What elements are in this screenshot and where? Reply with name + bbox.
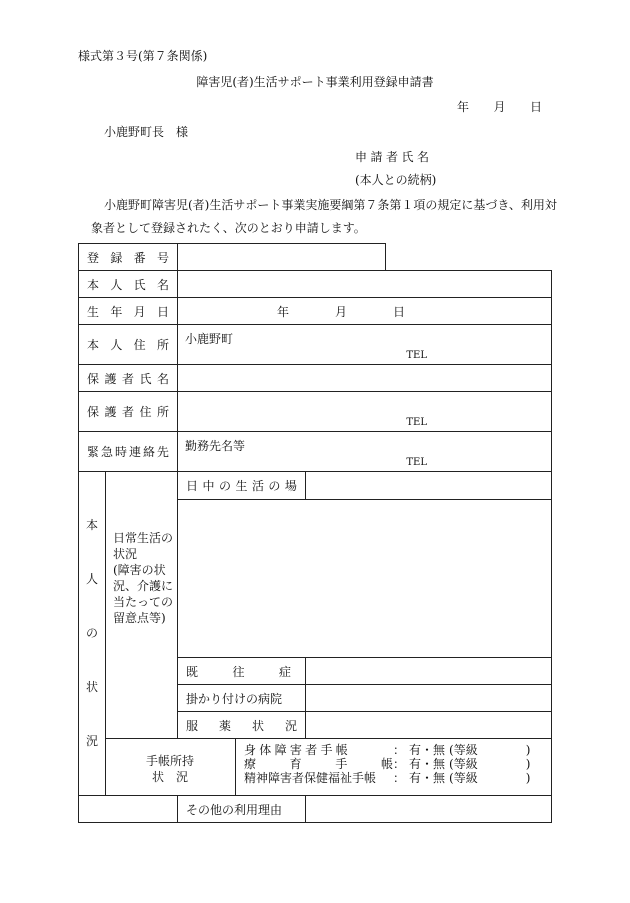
emergency-contact-field[interactable] — [178, 432, 552, 472]
date-year: 年 — [457, 100, 470, 114]
handbook-row-rehab: 療 育 手 帳 ： 有・無 (等級 ) — [244, 757, 531, 771]
guardian-tel: TEL — [406, 417, 428, 428]
handbook-status-label: 手帳所持 状 況 — [145, 754, 194, 784]
person-name-field[interactable] — [178, 271, 552, 298]
birth-year-unit: 年 — [277, 304, 290, 319]
daily-life-notes-field[interactable] — [178, 500, 552, 658]
person-name-label: 本 人 氏 名 — [79, 271, 178, 298]
handbook-row-mental: 精神障害者保健福祉手帳 ： 有・無 (等級 ) — [244, 771, 531, 785]
document-title: 障害児(者)生活サポート事業利用登録申請書 — [196, 75, 434, 89]
emergency-contact-label: 緊 急 時 連 絡 先 — [79, 432, 178, 472]
other-reason-label: その他の利用理由 — [178, 796, 306, 823]
address-prefill: 小鹿野町 — [185, 332, 234, 346]
emergency-tel: TEL — [406, 457, 428, 468]
rehab-choice[interactable]: 有・無 — [409, 757, 446, 771]
emergency-prefill: 勤務先名等 — [185, 439, 246, 453]
birth-day-unit: 日 — [392, 304, 405, 319]
applicant-name-label: 申請者氏名 — [355, 150, 433, 164]
medical-history-label: 既 往 症 — [178, 658, 306, 685]
daytime-place-field[interactable] — [306, 472, 552, 500]
guardian-name-label: 保 護 者 氏 名 — [79, 365, 178, 392]
date-day: 日 — [529, 100, 542, 114]
addressee: 小鹿野町長 様 — [104, 125, 189, 139]
birth-date-label: 生 年 月 日 — [79, 298, 178, 325]
guardian-address-label: 保 護 者 住 所 — [79, 392, 178, 432]
relationship-label: (本人との続柄) — [355, 173, 437, 187]
guardian-address-field[interactable] — [178, 392, 552, 432]
body-text-line-2: 象者として登録されたく、次のとおり申請します。 — [91, 221, 366, 235]
body-text-line-1: 小鹿野町障害児(者)生活サポート事業実施要綱第７条第１項の規定に基づき、利用対 — [104, 198, 557, 212]
application-form-table — [78, 243, 552, 823]
form-number: 様式第３号(第７条関係) — [78, 49, 208, 63]
daytime-place-label: 日 中 の 生 活 の 場 — [178, 472, 306, 500]
guardian-name-field[interactable] — [178, 365, 552, 392]
registration-number-field[interactable] — [178, 244, 386, 271]
date-line — [457, 100, 542, 114]
handbook-row-physical: 身体障害者手帳 ： 有・無 (等級 ) — [244, 743, 531, 757]
family-hospital-field[interactable] — [306, 685, 552, 712]
date-month: 月 — [493, 100, 506, 114]
medical-history-field[interactable] — [306, 658, 552, 685]
person-address-field[interactable] — [178, 325, 552, 365]
handbook-list — [236, 739, 530, 789]
birth-month-unit: 月 — [334, 304, 347, 319]
registration-number-label: 登 録 番 号 — [79, 244, 178, 271]
family-hospital-label: 掛かり付けの病院 — [178, 685, 306, 712]
other-reason-field[interactable] — [306, 796, 552, 823]
address-tel: TEL — [406, 350, 428, 361]
birth-date-field[interactable] — [178, 298, 552, 325]
medication-field[interactable] — [306, 712, 552, 739]
person-address-label: 本 人 住 所 — [79, 325, 178, 365]
handbook-section — [106, 739, 552, 796]
physical-choice[interactable]: 有・無 — [409, 743, 446, 757]
person-status-vertical-label: 本 人 の 状 況 — [79, 472, 106, 796]
daily-life-label: 日常生活の 状況 (障害の状 況、介護に 当たっての 留意点等) — [106, 472, 178, 739]
mental-choice[interactable]: 有・無 — [409, 771, 446, 785]
medication-label: 服 薬 状 況 — [178, 712, 306, 739]
